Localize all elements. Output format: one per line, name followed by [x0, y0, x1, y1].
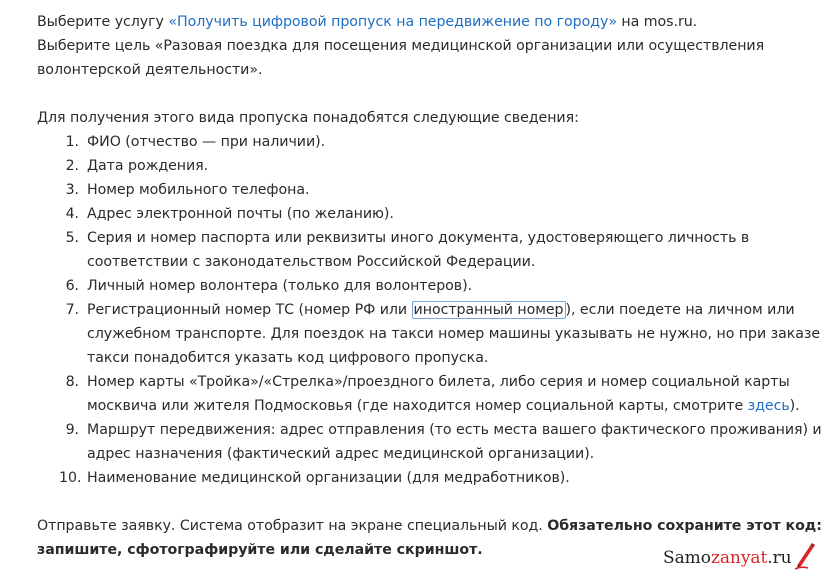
spacer — [37, 490, 822, 514]
service-link[interactable]: «Получить цифровой пропуск на передвижение по городу» — [168, 14, 617, 30]
list-item: 7. Регистрационный номер ТС (номер РФ или иностранный номер ), если поедете на личном или служебном транспорте. Для поездок на такси номер машины указывать не нужно, но при заказе такси понадобится указать код цифрового пропуска. — [65, 302, 821, 366]
here-link[interactable]: здесь — [747, 398, 790, 414]
intro-line-3: волонтерской деятельности». — [37, 62, 263, 78]
list-item: 9. Маршрут передвижения: адрес отправления (то есть места вашего фактического проживания) и адрес назначения (фактический адрес медицинской организации). — [65, 422, 822, 462]
list-item: 3. Номер мобильного телефона. — [65, 182, 310, 198]
pen-icon — [792, 540, 816, 577]
site-logo[interactable]: Samo zanyat .ru — [663, 541, 816, 575]
list-item: 2. Дата рождения. — [65, 158, 209, 174]
list-item: 1. ФИО (отчество — при наличии). — [65, 134, 326, 150]
list-item: 4. Адрес электронной почты (по желанию). — [65, 206, 394, 222]
outro-line-2: запишите, сфотографируйте или сделайте скриншот. — [37, 542, 483, 558]
list-item: 10. Наименование медицинской организации (для медработников). — [59, 470, 570, 486]
list-item: 8. Номер карты «Тройка»/«Стрелка»/проездного билета, либо серия и номер социальной карты москвича или жителя Подмосковья (где находится номер социальной карты, смотрите здесь). — [65, 374, 800, 414]
article-body — [37, 10, 822, 562]
list-item: 5. Серия и номер паспорта или реквизиты иного документа, удостоверяющего личность в соответствии с законодательством Российской Федерации. — [65, 230, 750, 270]
list-item: 6. Личный номер волонтера (только для волонтеров). — [65, 278, 473, 294]
outro-line-1: Отправьте заявку. Система отобразит на экране специальный код. Обязательно сохраните этот код: — [37, 518, 822, 534]
requirements-list — [37, 130, 822, 490]
highlighted-term[interactable]: иностранный номер — [413, 302, 564, 318]
requirements-heading: Для получения этого вида пропуска понадобятся следующие сведения: — [37, 110, 579, 126]
spacer — [37, 82, 822, 106]
intro-line-1: Выберите услугу «Получить цифровой пропуск на передвижение по городу» на mos.ru. — [37, 14, 698, 30]
intro-line-2: Выберите цель «Разовая поездка для посещения медицинской организации или осуществления — [37, 38, 765, 54]
